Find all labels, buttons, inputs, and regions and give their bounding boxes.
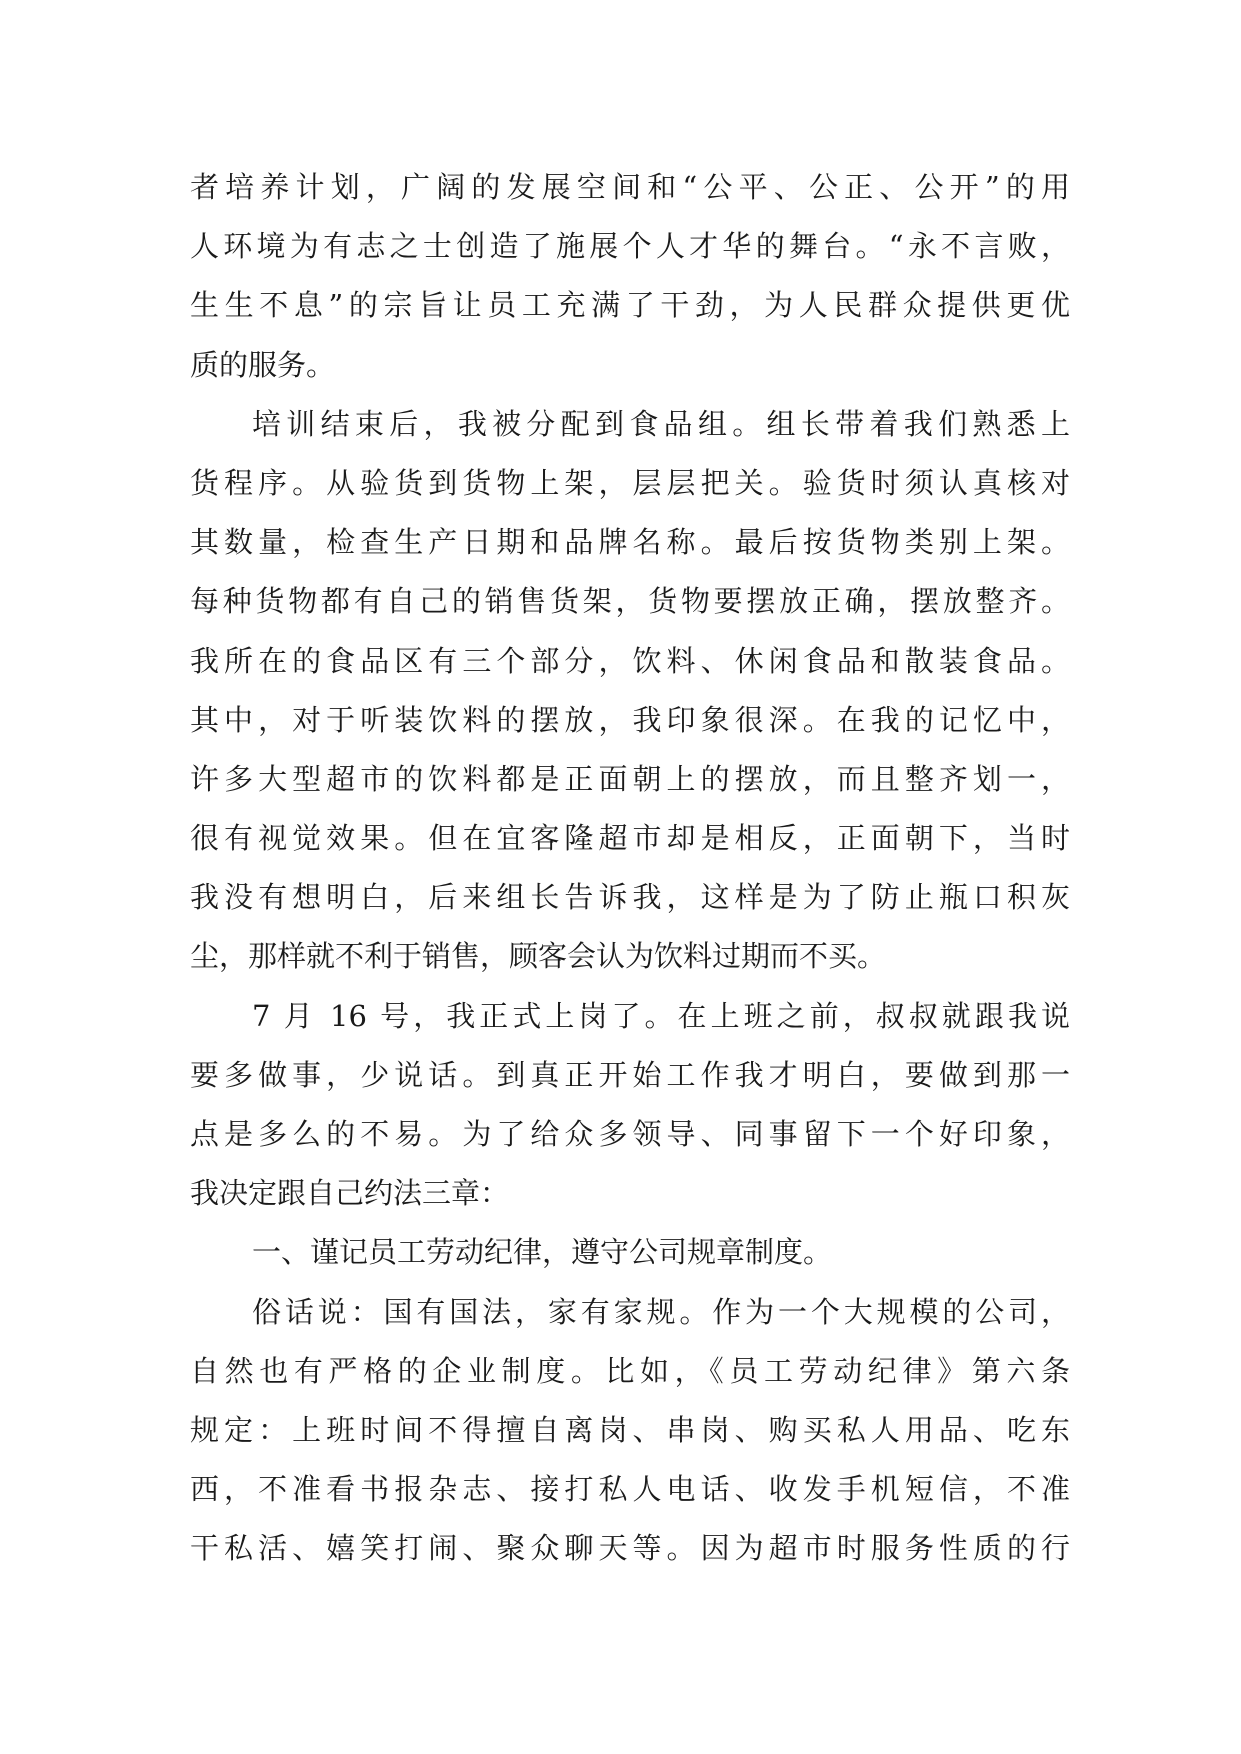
text-line: 要多做事，少说话。到真正开始工作我才明白，要做到那一 <box>190 1057 1070 1092</box>
text-line: 生生不息”的宗旨让员工充满了干劲，为人民群众提供更优 <box>190 288 1070 323</box>
text-line: 一、谨记员工劳动纪律，遵守公司规章制度。 <box>252 1235 833 1270</box>
text-line: 我没有想明白，后来组长告诉我，这样是为了防止瓶口积灰 <box>190 880 1070 915</box>
text-line: 自然也有严格的企业制度。比如，《员工劳动纪律》第六条 <box>190 1353 1070 1388</box>
text-line: 规定：上班时间不得擅自离岗、串岗、购买私人用品、吃东 <box>190 1412 1070 1447</box>
text-line: 俗话说：国有国法，家有家规。作为一个大规模的公司， <box>252 1294 1070 1329</box>
text-line: 其数量，检查生产日期和品牌名称。最后按货物类别上架。 <box>190 525 1070 560</box>
text-line: 干私活、嬉笑打闹、聚众聊天等。因为超市时服务性质的行 <box>190 1531 1070 1566</box>
text-line: 很有视觉效果。但在宜客隆超市却是相反，正面朝下，当时 <box>190 821 1070 856</box>
text-line: 我决定跟自己约法三章： <box>190 1176 510 1211</box>
text-line: 点是多么的不易。为了给众多领导、同事留下一个好印象， <box>190 1117 1070 1151</box>
text-line: 尘，那样就不利于销售，顾客会认为饮料过期而不买。 <box>190 939 887 974</box>
document-page <box>190 158 1070 1579</box>
text-line: 人环境为有志之士创造了施展个人才华的舞台。“永不言败， <box>190 229 1070 264</box>
text-line: 其中，对于听装饮料的摆放，我印象很深。在我的记忆中， <box>190 702 1070 737</box>
text-line: 西，不准看书报杂志、接打私人电话、收发手机短信，不准 <box>190 1472 1070 1507</box>
text-line: 货程序。从验货到货物上架，层层把关。验货时须认真核对 <box>190 465 1070 500</box>
text-line: 质的服务。 <box>190 347 336 382</box>
text-line: 培训结束后，我被分配到食品组。组长带着我们熟悉上 <box>252 406 1070 441</box>
text-line: 我所在的食品区有三个部分，饮料、休闲食品和散装食品。 <box>190 643 1070 678</box>
text-line: 7 月 16 号，我正式上岗了。在上班之前，叔叔就跟我说 <box>252 998 1070 1033</box>
text-line: 者培养计划，广阔的发展空间和“公平、公正、公开”的用 <box>190 170 1070 204</box>
text-line: 每种货物都有自己的销售货架，货物要摆放正确，摆放整齐。 <box>190 584 1070 619</box>
text-line: 许多大型超市的饮料都是正面朝上的摆放，而且整齐划一， <box>190 761 1070 796</box>
